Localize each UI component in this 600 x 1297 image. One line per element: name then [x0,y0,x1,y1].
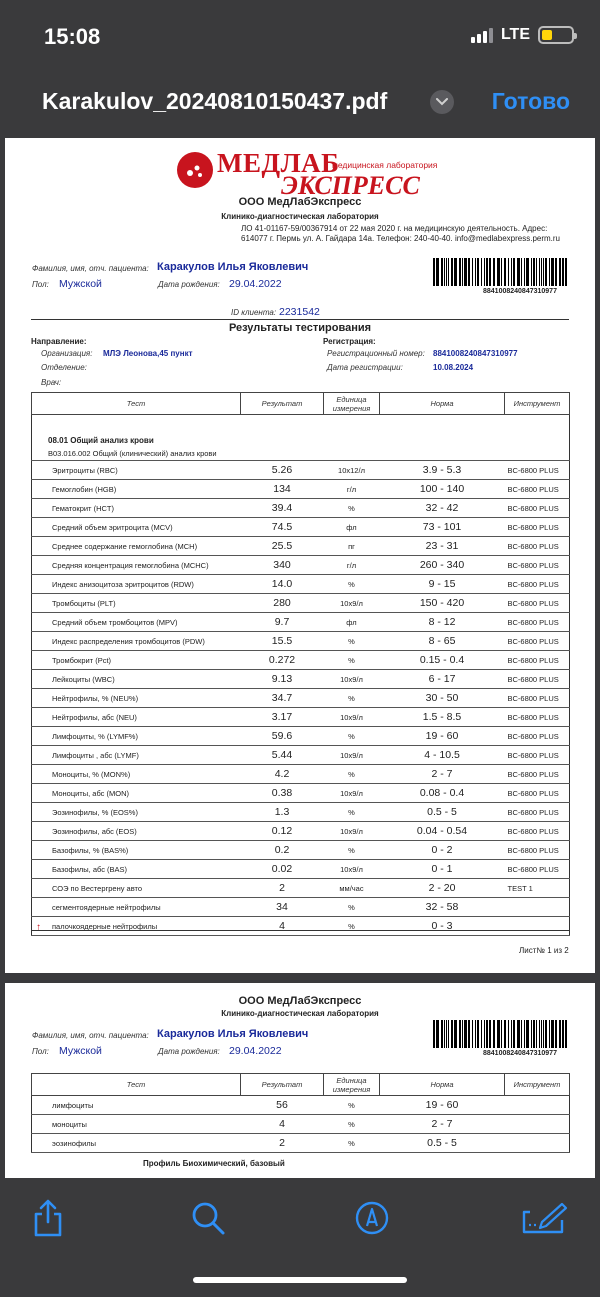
test-norm: 2 - 7 [431,768,453,780]
table-header-row [32,393,570,415]
license-line-1: ЛО 41-01167-59/00367914 от 22 мая 2020 г. на медицинскую деятельность. Адрес: [241,224,548,233]
table-row [32,1115,570,1134]
test-unit: % [348,1138,355,1148]
test-instrument: BC-6800 PLUS [507,484,559,494]
test-instrument: BC-6800 PLUS [507,807,559,817]
table-row [32,784,570,803]
test-result: 34 [276,901,288,913]
done-button[interactable]: Готово [491,88,570,114]
test-name: Эозинофилы, абс (EOS) [52,826,137,836]
status-bar [0,0,600,70]
test-name: моноциты [52,1119,87,1129]
test-result: 59.6 [271,730,293,742]
test-name: Нейтрофилы, абс (NEU) [52,712,137,722]
test-unit: % [348,769,355,779]
test-norm: 8 - 65 [428,635,456,647]
barcode-2 [433,1020,569,1048]
barcode-number: 8841008240847310977 [483,288,557,295]
next-section-title: Профиль Биохимический, базовый [143,1159,285,1168]
markup-icon[interactable] [354,1198,390,1243]
table-row [32,803,570,822]
table-row [32,1134,570,1153]
title-bar [0,70,600,135]
test-instrument: BC-6800 PLUS [507,465,559,475]
logo-brand-top: МЕДЛАБ [217,148,340,178]
pdf-page-2[interactable] [5,983,595,1178]
test-name: Базофилы, % (BAS%) [52,845,129,855]
test-result: 5.26 [271,464,293,476]
test-result: 74.5 [271,521,293,533]
test-unit: 10x9/л [340,826,363,836]
test-name: лимфоциты [52,1100,94,1110]
test-unit: г/л [346,484,357,494]
test-unit: % [348,807,355,817]
license-line-2: 614077 г. Пермь ул. А. Гайдара 14а. Телефон: 240-40-40. info@medlabexpress.perm.ru [241,234,560,243]
test-result: 39.4 [271,502,293,514]
col-test-2: Тест [32,1074,241,1096]
registration-label: Регистрация: [323,337,376,346]
signature-icon[interactable] [520,1198,568,1243]
col-norm-2: Норма [380,1074,505,1096]
table-row [32,556,570,575]
test-norm: 0 - 3 [431,920,453,932]
test-norm: 9 - 15 [428,578,456,590]
test-norm: 8 - 12 [428,616,456,628]
test-result: 15.5 [271,635,293,647]
table-row [32,708,570,727]
test-norm: 23 - 31 [425,540,459,552]
test-name: Лимфоциты , абс (LYMF) [52,750,139,760]
test-norm: 32 - 42 [425,502,459,514]
lab-type: Клинико-диагностическая лаборатория [221,212,379,221]
table-row [32,917,570,936]
network-label: LTE [500,26,530,43]
table-row [32,518,570,537]
test-result: 0.272 [268,654,296,666]
test-result: 0.12 [271,825,293,837]
test-norm: 0.15 - 0.4 [419,654,465,666]
chevron-down-icon[interactable] [430,90,454,114]
dob-label-2: Дата рождения: [158,1047,220,1056]
battery-icon [538,26,574,44]
test-unit: 10x9/л [340,712,363,722]
share-icon[interactable] [30,1198,66,1243]
test-norm: 19 - 60 [425,1099,459,1111]
col-norm: Норма [380,393,505,415]
table-row [32,613,570,632]
col-unit: Единица измерения [324,393,380,415]
test-result: 340 [273,559,291,571]
test-instrument: BC-6800 PLUS [507,845,559,855]
test-unit: фл [346,522,357,532]
lab-type-2: Клинико-диагностическая лаборатория [221,1009,379,1018]
client-id-value: 2231542 [279,306,320,318]
org-label: Организация: [41,349,93,358]
test-unit: % [348,921,355,931]
test-name: Индекс анизоцитоза эритроцитов (RDW) [52,579,194,589]
test-name: Средний объем эритроцита (MCV) [52,522,173,532]
test-result: 9.7 [274,616,290,628]
test-norm: 0.08 - 0.4 [419,787,465,799]
test-result: 25.5 [271,540,293,552]
test-name: Нейтрофилы, % (NEU%) [52,693,139,703]
logo-brand-sub: медицинская лаборатория [332,160,438,170]
test-name: Эритроциты (RBC) [52,465,118,475]
home-indicator[interactable] [193,1277,407,1283]
test-norm: 2 - 7 [431,1118,453,1130]
test-instrument: BC-6800 PLUS [507,750,559,760]
test-name: Средний объем тромбоцитов (MPV) [52,617,178,627]
test-instrument: BC-6800 PLUS [507,693,559,703]
results-table [31,392,570,936]
test-name: Среднее содержание гемоглобина (MCH) [52,541,198,551]
search-icon[interactable] [190,1198,226,1243]
test-norm: 0 - 1 [431,863,453,875]
table-row [32,841,570,860]
test-name: Моноциты, абс (MON) [52,788,130,798]
document-title[interactable]: Karakulov_20240810150437.pdf [42,88,388,114]
table-row [32,499,570,518]
test-result: 2 [279,1137,285,1149]
table-row [32,822,570,841]
test-norm: 1.5 - 8.5 [422,711,462,723]
test-unit: 10x12/л [338,465,365,475]
test-result: 280 [273,597,291,609]
test-result: 56 [276,1099,288,1111]
signal-icon [471,27,493,43]
test-norm: 73 - 101 [422,521,462,533]
test-unit: фл [346,617,357,627]
test-result: 4 [279,920,285,932]
test-name: эозинофилы [52,1138,97,1148]
results-table-2 [31,1073,570,1153]
barcode [433,258,569,286]
test-result: 5.44 [271,749,293,761]
table-row [32,461,570,480]
test-unit: % [348,636,355,646]
test-instrument: BC-6800 PLUS [507,560,559,570]
org-name-2: ООО МедЛабЭкспресс [238,995,362,1007]
test-norm: 100 - 140 [419,483,465,495]
table-row [32,765,570,784]
barcode-number-2: 8841008240847310977 [483,1050,557,1057]
test-unit: 10x9/л [340,674,363,684]
test-instrument: BC-6800 PLUS [507,598,559,608]
test-name: Тромбокрит (Pct) [52,655,112,665]
test-result: 9.13 [271,673,293,685]
test-instrument: BC-6800 PLUS [507,579,559,589]
test-instrument: BC-6800 PLUS [507,788,559,798]
test-instrument: BC-6800 PLUS [507,503,559,513]
reg-date-label: Дата регистрации: [327,363,403,372]
gender-value: Мужской [59,278,102,290]
table-row [32,575,570,594]
test-result: 0.02 [271,863,293,875]
org-value: МЛЭ Леонова,45 пункт [103,349,193,358]
table-row [32,746,570,765]
test-norm: 6 - 17 [428,673,456,685]
test-result: 0.2 [274,844,290,856]
test-name: Эозинофилы, % (EOS%) [52,807,138,817]
test-result: 34.7 [271,692,293,704]
table-row [32,670,570,689]
col-result: Результат [241,393,324,415]
test-instrument: BC-6800 PLUS [507,731,559,741]
test-instrument: BC-6800 PLUS [507,826,559,836]
reg-number-value: 8841008240847310977 [433,349,518,358]
test-norm: 19 - 60 [425,730,459,742]
direction-label: Направление: [31,337,87,346]
pdf-page-1[interactable] [5,138,595,973]
test-unit: 10x9/л [340,788,363,798]
test-result: 14.0 [271,578,293,590]
test-norm: 4 - 10.5 [424,749,460,761]
col-result-2: Результат [241,1074,324,1096]
table-row [32,860,570,879]
test-unit: 10x9/л [340,864,363,874]
test-name: палочкоядерные нейтрофилы [52,921,158,931]
test-instrument: BC-6800 PLUS [507,655,559,665]
test-name: Гемоглобин (HGB) [52,484,117,494]
test-norm: 3.9 - 5.3 [422,464,462,476]
test-norm: 0.04 - 0.54 [416,825,468,837]
test-norm: 150 - 420 [419,597,465,609]
patient-name-2: Каракулов Илья Яковлевич [157,1028,309,1040]
test-unit: 10x9/л [340,598,363,608]
test-name: Моноциты, % (MON%) [52,769,131,779]
col-instrument: Инструмент [505,393,570,415]
test-result: 4.2 [274,768,290,780]
test-unit: % [348,845,355,855]
table-row [32,537,570,556]
table-row [32,1096,570,1115]
test-unit: % [348,1100,355,1110]
col-test: Тест [32,393,241,415]
table-row [32,632,570,651]
patient-label: Фамилия, имя, отч. пациента: [32,264,149,273]
test-norm: 0.5 - 5 [427,806,457,818]
results-title: Результаты тестирования [228,322,372,334]
org-name: ООО МедЛабЭкспресс [238,196,362,208]
dob-value-2: 29.04.2022 [229,1045,282,1057]
test-instrument: BC-6800 PLUS [507,617,559,627]
table-row [32,480,570,499]
reg-number-label: Регистрационный номер: [327,349,425,358]
section-title: 08.01 Общий анализ крови [48,436,154,445]
test-name: сегментоядерные нейтрофилы [52,902,161,912]
table-header-row-2 [32,1074,570,1096]
test-unit: 10x9/л [340,750,363,760]
test-instrument: BC-6800 PLUS [507,522,559,532]
doctor-label: Врач: [41,378,62,387]
test-name: Тромбоциты (PLT) [52,598,116,608]
reg-date-value: 10.08.2024 [433,363,474,372]
test-instrument: BC-6800 PLUS [507,769,559,779]
test-result: 3.17 [271,711,293,723]
test-norm: 30 - 50 [425,692,459,704]
test-unit: г/л [346,560,357,570]
test-unit: % [348,579,355,589]
table-row [32,651,570,670]
test-result: 0.38 [271,787,293,799]
section-subtitle: В03.016.002 Общий (клинический) анализ крови [32,447,570,461]
test-result: 4 [279,1118,285,1130]
logo-brand-bottom: ЭКСПРЕСС [281,171,420,200]
page-footer: Лист№ 1 из 2 [519,946,569,955]
patient-name: Каракулов Илья Яковлевич [157,261,309,273]
gender-value-2: Мужской [59,1045,102,1057]
patient-label-2: Фамилия, имя, отч. пациента: [32,1031,149,1040]
table-bottom-rule [31,930,569,931]
table-row [32,689,570,708]
test-norm: 0 - 2 [431,844,453,856]
test-unit: % [348,731,355,741]
test-unit: % [348,902,355,912]
test-norm: 2 - 20 [428,882,456,894]
status-indicators [471,26,574,44]
test-instrument: BC-6800 PLUS [507,636,559,646]
test-result: 1.3 [274,806,290,818]
header-divider [31,319,569,320]
test-unit: пг [348,541,355,551]
test-result: 2 [279,882,285,894]
gender-label-2: Пол: [32,1047,49,1056]
dept-label: Отделение: [41,363,87,372]
table-row [32,727,570,746]
abnormal-flag-icon: ↑ [36,921,41,933]
dob-value: 29.04.2022 [229,278,282,290]
gender-label: Пол: [32,280,49,289]
test-instrument: TEST 1 [507,883,533,893]
test-instrument: BC-6800 PLUS [507,541,559,551]
test-name: Средняя концентрация гемоглобина (MCHC) [52,560,209,570]
test-unit: % [348,693,355,703]
test-norm: 260 - 340 [419,559,465,571]
test-instrument: BC-6800 PLUS [507,674,559,684]
test-norm: 32 - 58 [425,901,459,913]
table-row [32,879,570,898]
col-instrument-2: Инструмент [505,1074,570,1096]
test-name: Гематокрит (HCT) [52,503,114,513]
test-name: Лейкоциты (WBC) [52,674,115,684]
test-instrument: BC-6800 PLUS [507,864,559,874]
test-unit: % [348,503,355,513]
col-unit-2: Единица измерения [324,1074,380,1096]
test-instrument: BC-6800 PLUS [507,712,559,722]
client-id-label: ID клиента: [231,308,277,317]
dob-label: Дата рождения: [158,280,220,289]
table-row [32,898,570,917]
test-unit: % [348,655,355,665]
test-name: Базофилы, абс (BAS) [52,864,128,874]
table-row [32,594,570,613]
test-result: 134 [273,483,291,495]
test-unit: % [348,1119,355,1129]
status-time: 15:08 [44,24,101,49]
test-name: Лимфоциты, % (LYMF%) [52,731,138,741]
test-unit: мм/час [339,883,364,893]
test-name: Индекс распределения тромбоцитов (PDW) [52,636,205,646]
test-name: СОЭ по Вестергрену авто [52,883,143,893]
test-norm: 0.5 - 5 [427,1137,457,1149]
logo-icon [177,152,213,188]
